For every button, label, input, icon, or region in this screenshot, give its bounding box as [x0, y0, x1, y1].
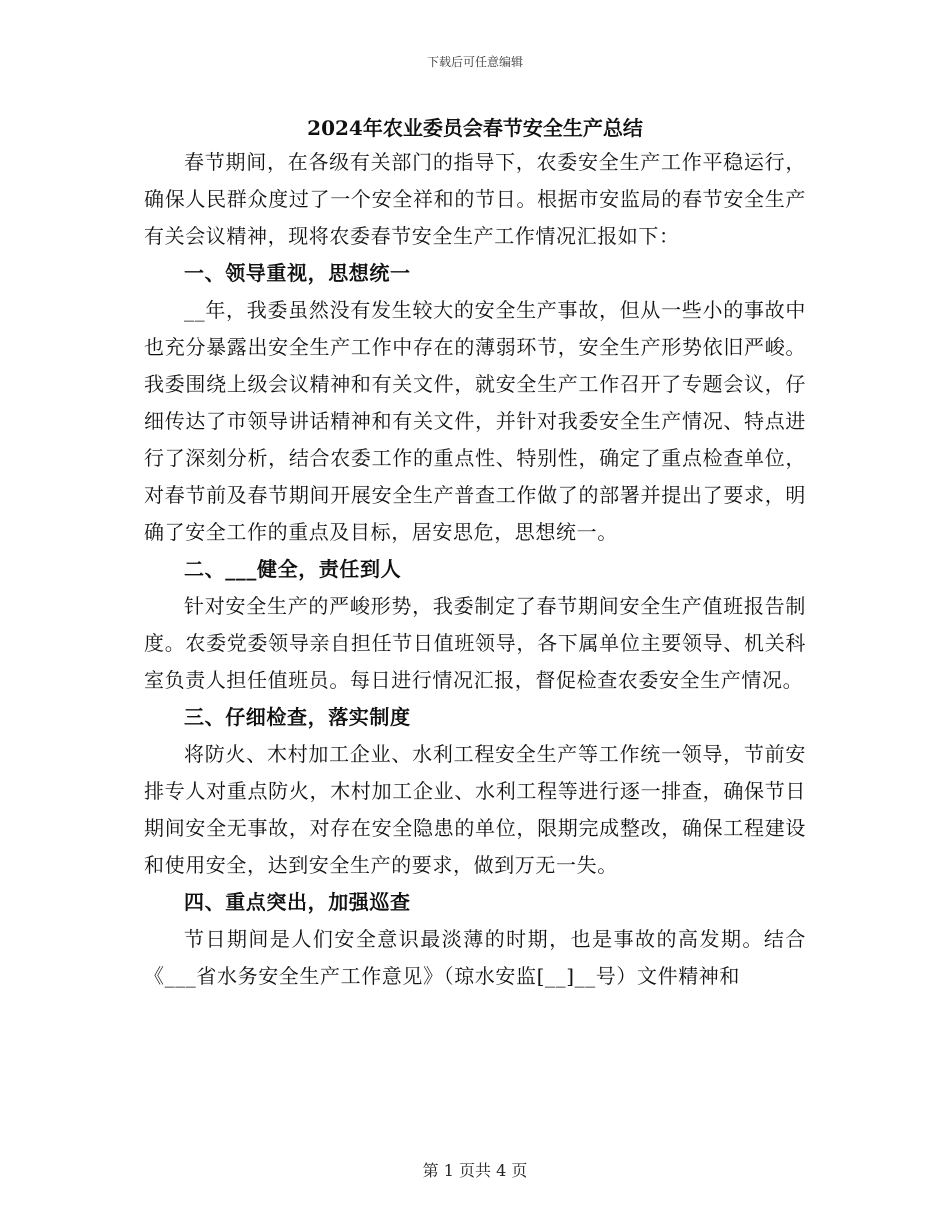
document-body: [144, 112, 806, 995]
page-number: 第 1 页共 4 页: [422, 1161, 528, 1180]
section-3-body: 将防火、木村加工企业、水利工程安全生产等工作统一领导，节前安排专人对重点防火，木村加工企业、水利工程等进行逐一排查，确保节日期间安全无事故，对存在安全隐患的单位，限期完成整改，确保工程建设和使用安全，达到安全生产的要求，做到万无一失。: [144, 742, 806, 877]
section-1-heading: 一、领导重视，思想统一: [184, 261, 411, 285]
section-4-body: 节日期间是人们安全意识最淡薄的时期，也是事故的高发期。结合《___省水务安全生产工作意见》（琼水安监[__]__号）文件精神和: [144, 927, 806, 988]
header-note: 下载后可任意编辑: [426, 55, 523, 69]
section-2-heading: 二、___健全，责任到人: [184, 557, 402, 581]
section-2-body: 针对安全生产的严峻形势，我委制定了春节期间安全生产值班报告制度。农委党委领导亲自担任节日值班领导，各下属单位主要领导、机关科室负责人担任值班员。每日进行情况汇报，督促检查农委安全生产情况。: [144, 594, 806, 692]
document-title: 2024年农业委员会春节安全生产总结: [307, 116, 643, 140]
section-4-heading: 四、重点突出，加强巡查: [184, 890, 411, 914]
intro-paragraph: 春节期间，在各级有关部门的指导下，农委安全生产工作平稳运行，确保人民群众度过了一个安全祥和的节日。根据市安监局的春节安全生产有关会议精神，现将农委春节安全生产工作情况汇报如下：: [144, 150, 806, 248]
section-1-body: __年，我委虽然没有发生较大的安全生产事故，但从一些小的事故中也充分暴露出安全生产工作中存在的薄弱环节，安全生产形势依旧严峻。我委围绕上级会议精神和有关文件，就安全生产工作召开了专题会议，仔细传达了市领导讲话精神和有关文件，并针对我委安全生产情况、特点进行了深刻分析，结合农委工作的重点性、特别性，确定了重点检查单位，对春节前及春节期间开展安全生产普查工作做了的部署并提出了要求，明确了安全工作的重点及目标，居安思危，思想统一。: [144, 298, 806, 544]
section-3-heading: 三、仔细检查，落实制度: [184, 705, 411, 729]
